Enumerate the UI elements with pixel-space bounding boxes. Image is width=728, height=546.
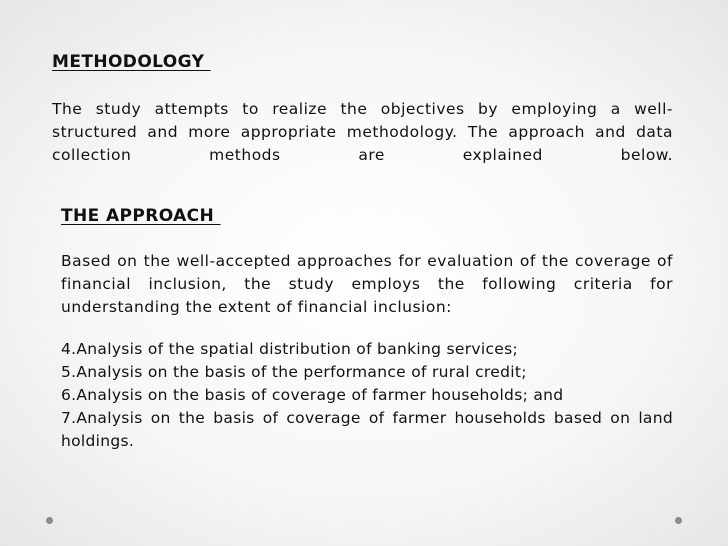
methodology-intro-paragraph: The study attempts to realize the objectives by employing a well-structured and more appropriate methodology. The approach and data collection methods are explained below. [52,100,673,164]
decorative-dot-left [46,517,53,524]
criteria-item: 5.Analysis on the basis of the performance of rural credit; [61,363,527,381]
criteria-item: 6.Analysis on the basis of coverage of farmer households; and [61,386,564,404]
criteria-item: 4.Analysis of the spatial distribution of banking services; [61,340,519,358]
criteria-item: 7.Analysis on the basis of coverage of farmer households based on land holdings. [61,409,673,450]
methodology-heading: METHODOLOGY [52,52,211,72]
decorative-dot-right [675,517,682,524]
criteria-list [61,338,673,453]
approach-heading: THE APPROACH [61,206,221,226]
approach-paragraph: Based on the well-accepted approaches for evaluation of the coverage of financial inclusion, the study employs the following criteria for understanding the extent of financial inclusion: [61,252,673,316]
